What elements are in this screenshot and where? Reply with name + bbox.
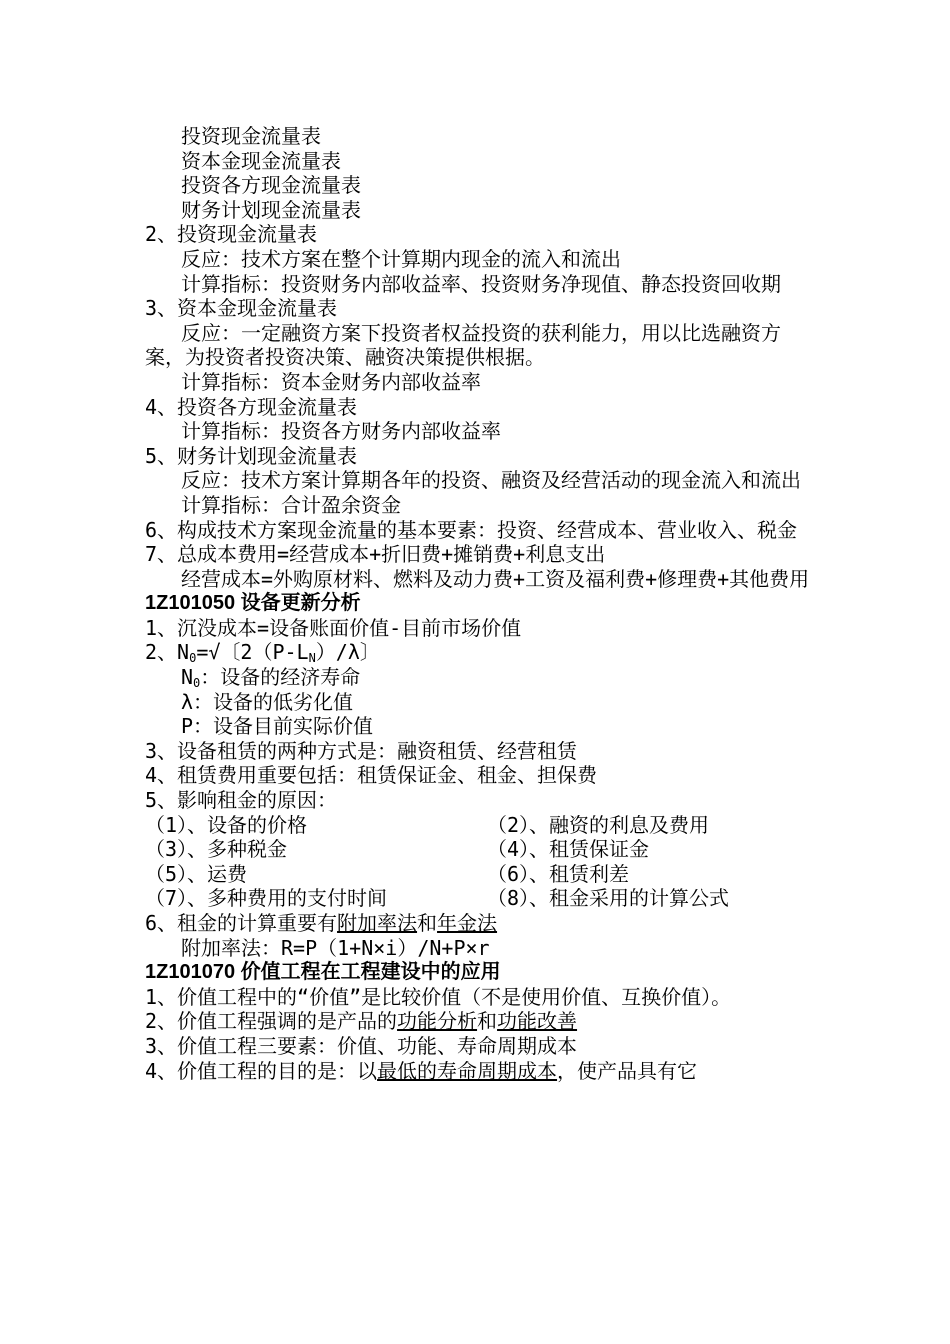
factor-item: （2）、融资的利息及费用: [487, 812, 710, 837]
text-part: 和: [417, 911, 438, 935]
text-line: 计算指标：合计盈余资金: [181, 492, 401, 517]
underlined-term: 附加率法: [337, 911, 418, 935]
text-paragraph: 计算指标：投资财务内部收益率、投资财务净现值、静态投资回收期: [181, 271, 781, 296]
factor-row: [145, 837, 810, 862]
formula-part: ：设备的经济寿命: [200, 665, 361, 690]
factor-item: （5）、运费: [145, 861, 248, 886]
factor-item: （6）、租赁利差: [487, 861, 630, 886]
formula-subscript: 0: [193, 676, 201, 691]
text-line: 4、租赁费用重要包括：租赁保证金、租金、担保费: [145, 763, 598, 788]
formula-subscript: 0: [189, 651, 197, 666]
text-part: 2、价值工程强调的是产品的: [145, 1009, 398, 1034]
underlined-term: 年金法: [437, 911, 498, 935]
underlined-term: 最低的寿命周期成本: [377, 1058, 558, 1083]
section-heading: 1Z101050 设备更新分析: [145, 592, 361, 615]
text-line: 计算指标：投资各方财务内部收益率: [181, 419, 501, 444]
factor-item: （8）、租金采用的计算公式: [487, 886, 730, 911]
text-line: 5、影响租金的原因：: [145, 788, 338, 813]
formula-part: ）/λ〕: [315, 640, 380, 665]
text-line: 7、总成本费用=经营成本+折旧费+摊销费+利息支出: [145, 542, 606, 567]
text-line: 资本金现金流量表: [181, 148, 341, 173]
underlined-term: 功能分析: [397, 1009, 478, 1034]
formula-line: [145, 640, 810, 665]
text-line: [145, 665, 810, 690]
text-part: ，使产品具有它: [557, 1058, 698, 1083]
text-paragraph: 1、价值工程中的“价值”是比较价值（不是使用价值、互换价值）。: [145, 984, 732, 1009]
text-paragraph: 反应：一定融资方案下投资者权益投资的获利能力，用以比选融资方案，为投资者投资决策、融资决策提供根据。: [145, 320, 781, 370]
factor-item: （7）、多种费用的支付时间: [145, 886, 388, 911]
text-line: 反应：技术方案在整个计算期内现金的流入和流出: [181, 246, 621, 271]
factor-item: （3）、多种税金: [145, 837, 288, 862]
formula-part: =√〔2（P-L: [196, 640, 309, 665]
text-line: P：设备目前实际价值: [181, 714, 374, 739]
formula-line: 附加率法：R=P（1+N×i）/N+P×r: [181, 935, 490, 960]
factor-row: [145, 813, 810, 838]
underlined-term: 功能改善: [497, 1009, 578, 1034]
formula-part: N: [181, 665, 194, 690]
text-line: 投资各方现金流量表: [181, 173, 361, 198]
text-paragraph: 6、构成技术方案现金流量的基本要素：投资、经营成本、营业收入、税金: [145, 517, 798, 542]
formula-subscript: N: [308, 651, 316, 666]
section-heading: 1Z101070 价值工程在工程建设中的应用: [145, 961, 501, 984]
text-line: 1、沉没成本=设备账面价值-目前市场价值: [145, 615, 522, 640]
text-line: 2、投资现金流量表: [145, 222, 318, 247]
text-part: 4、价值工程的目的是：以: [145, 1058, 378, 1083]
text-line: [145, 1009, 810, 1034]
text-line: 3、资本金现金流量表: [145, 296, 338, 321]
text-line: 3、价值工程三要素：价值、功能、寿命周期成本: [145, 1033, 578, 1058]
text-line: 投资现金流量表: [181, 124, 321, 148]
document-body: [145, 124, 810, 1083]
text-line: [145, 911, 810, 936]
factor-row: [145, 886, 810, 911]
factor-row: [145, 862, 810, 887]
text-paragraph: 反应：技术方案计算期各年的投资、融资及经营活动的现金流入和流出: [181, 468, 801, 493]
text-line: 4、投资各方现金流量表: [145, 394, 358, 419]
text-line: 计算指标：资本金财务内部收益率: [181, 369, 481, 394]
text-line: 5、财务计划现金流量表: [145, 443, 358, 468]
text-line: 财务计划现金流量表: [181, 197, 361, 222]
text-paragraph: 经营成本=外购原材料、燃料及动力费+工资及福利费+修理费+其他费用: [181, 566, 810, 591]
text-line: 3、设备租赁的两种方式是：融资租赁、经营租赁: [145, 738, 578, 763]
formula-part: 2、N: [145, 640, 190, 665]
factor-item: （4）、租赁保证金: [487, 837, 650, 862]
text-part: 6、租金的计算重要有: [145, 911, 338, 935]
factor-item: （1）、设备的价格: [145, 812, 308, 837]
text-line: λ：设备的低劣化值: [181, 689, 354, 714]
text-line: [145, 1059, 810, 1084]
text-part: 和: [477, 1009, 498, 1034]
